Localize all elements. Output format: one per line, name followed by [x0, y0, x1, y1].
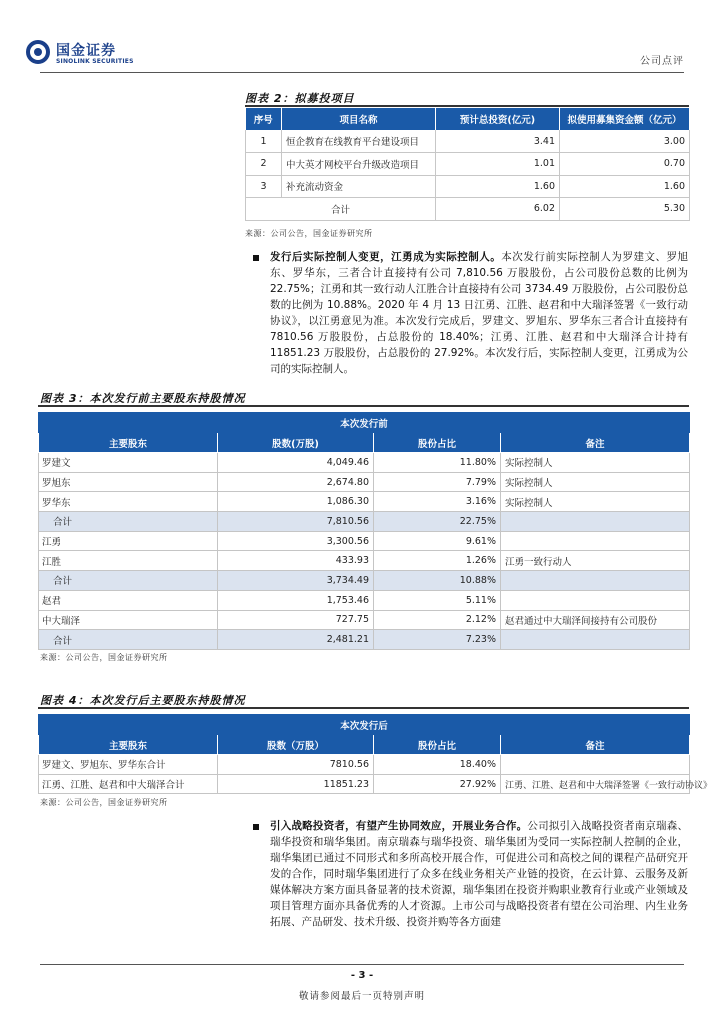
shareholder-name: 江勇 [39, 531, 218, 551]
col-header: 项目名称 [282, 108, 436, 130]
brand-name-cn: 国金证券 [56, 43, 116, 59]
share-percent: 2.12% [374, 610, 501, 630]
remark: 实际控制人 [501, 472, 690, 492]
col-header: 主要股东 [39, 735, 218, 755]
share-percent: 7.79% [374, 472, 501, 492]
table-subtotal-row [39, 512, 690, 532]
share-percent: 22.75% [374, 512, 501, 532]
shareholder-name: 罗建文、罗旭东、罗华东合计 [39, 755, 218, 775]
remark [501, 512, 690, 532]
project-name: 补充流动资金 [282, 175, 436, 198]
page-number: - 3 - [350, 970, 374, 981]
table-row [39, 531, 690, 551]
figure-2-title-rule [245, 105, 689, 107]
remark: 江勇一致行动人 [501, 551, 690, 571]
total-label: 合计 [246, 198, 436, 221]
shareholder-name: 罗旭东 [39, 472, 218, 492]
share-count: 1,753.46 [218, 590, 374, 610]
share-count: 3,300.56 [218, 531, 374, 551]
remark: 赵君通过中大瑞泽间接持有公司股份 [501, 610, 690, 630]
share-count: 4,049.46 [218, 453, 374, 473]
col-header: 序号 [246, 108, 282, 130]
paragraph-heading: 引入战略投资者，有望产生协同效应，开展业务合作。 [270, 820, 528, 832]
shareholder-name: 江胜 [39, 551, 218, 571]
table-row [246, 175, 690, 198]
share-percent: 7.23% [374, 630, 501, 650]
col-header: 预计总投资(亿元) [436, 108, 560, 130]
paragraph-strategic-investors [270, 818, 688, 930]
figure-2-table [245, 108, 690, 221]
share-count: 2,674.80 [218, 472, 374, 492]
page-header [0, 0, 724, 80]
table-subtotal-row [39, 571, 690, 591]
table-row [39, 755, 690, 775]
share-percent: 10.88% [374, 571, 501, 591]
shareholder-name: 赵君 [39, 590, 218, 610]
raised-funds: 3.00 [560, 130, 690, 153]
share-count: 727.75 [218, 610, 374, 630]
col-header: 备注 [501, 735, 690, 755]
share-count: 2,481.21 [218, 630, 374, 650]
figure-2-source: 来源：公司公告，国金证券研究所 [245, 229, 373, 238]
table-subtotal-row [39, 630, 690, 650]
col-header: 主要股东 [39, 433, 218, 453]
remark [501, 571, 690, 591]
project-name: 恒企教育在线教育平台建设项目 [282, 130, 436, 153]
header-divider [40, 72, 684, 73]
shareholder-name: 中大瑞泽 [39, 610, 218, 630]
col-header: 股份占比 [374, 735, 501, 755]
brand-name-en: SINOLINK SECURITIES [56, 58, 134, 65]
figure-3-body [39, 453, 690, 650]
figure-3-source: 来源：公司公告，国金证券研究所 [40, 653, 168, 662]
remark: 江勇、江胜、赵君和中大瑞泽签署《一致行动协议》 [501, 774, 690, 794]
paragraph-body: 公司拟引入战略投资者南京瑞森、瑞华投资和瑞华集团。南京瑞森与瑞华投资、瑞华集团为受同一实际控制人控制的企业，瑞华集团已通过不同形式和多所高校开展合作，可促进公司和高校之间的课程产品研究开发的合作，同时瑞华集团进行了众多在线业务相关产业链的投资，在云计算、云服务及新媒体解决方案方面具备显著的技术资源，瑞华集团在投资并购职业教育行业或产业领域及项目管理方面亦具备优秀的人才资源。上市公司与战略投资者有望在公司治理、内生业务拓展、产品研发、技术升级、投资并购等各方面建 [270, 820, 689, 928]
group-header: 本次发行前 [39, 413, 690, 433]
shareholder-name: 罗建文 [39, 453, 218, 473]
brand-logo [26, 40, 136, 70]
group-header: 本次发行后 [39, 715, 690, 735]
table-row [39, 453, 690, 473]
shareholder-name: 合计 [39, 630, 218, 650]
table-row [246, 153, 690, 176]
raised-funds: 1.60 [560, 175, 690, 198]
table-header-row [246, 108, 690, 130]
share-percent: 27.92% [374, 774, 501, 794]
figure-2-title: 图表 2：拟募投项目 [245, 92, 355, 105]
remark [501, 630, 690, 650]
shareholder-name: 江勇、江胜、赵君和中大瑞泽合计 [39, 774, 218, 794]
share-percent: 9.61% [374, 531, 501, 551]
figure-4-table [38, 714, 713, 794]
table-header-row [39, 735, 690, 755]
share-percent: 1.26% [374, 551, 501, 571]
figure-3-table [38, 412, 690, 650]
paragraph-body: 本次发行前实际控制人为罗建文、罗旭东、罗华东，三者合计直接持有公司 7,810.56 万股股份，占公司股份总数的比例为 22.75%；江勇和其一致行动人江胜合计直接持有公司 3734.49 万股股份，占公司股份总数的比例为 10.88%。2020 年 4 月 13 日江勇、江胜、赵君和中大瑞泽签署《一致行动协议》，以江勇意见为准。本次发行完成后，罗建文、罗旭东、罗华东三者合计直接持有 7810.56 万股股份，占总股份的 18.40%；江勇、江胜、赵君和中大瑞泽合计持有 11851.23 万股股份，占总股份的 27.92%。本次发行后，实际控制人变更，江勇成为公司的实际控制人。 [270, 251, 689, 375]
figure-3-title: 图表 3：本次发行前主要股东持股情况 [40, 392, 246, 405]
share-count: 7,810.56 [218, 512, 374, 532]
share-count: 433.93 [218, 551, 374, 571]
share-percent: 11.80% [374, 453, 501, 473]
table-row [39, 472, 690, 492]
shareholder-name: 合计 [39, 512, 218, 532]
share-percent: 18.40% [374, 755, 501, 775]
bullet-icon [253, 255, 259, 261]
bullet-icon [253, 824, 259, 830]
table-row [39, 774, 690, 794]
paragraph-control-change [270, 249, 688, 377]
project-name: 中大英才网校平台升级改造项目 [282, 153, 436, 176]
table-row [39, 492, 690, 512]
figure-4-source: 来源：公司公告，国金证券研究所 [40, 798, 168, 807]
remark [501, 531, 690, 551]
total-investment: 1.01 [436, 153, 560, 176]
row-number: 1 [246, 130, 282, 153]
share-count: 1,086.30 [218, 492, 374, 512]
share-percent: 5.11% [374, 590, 501, 610]
table-header-row [39, 433, 690, 453]
table-row [39, 590, 690, 610]
table-row [246, 130, 690, 153]
table-total-row [246, 198, 690, 221]
row-number: 2 [246, 153, 282, 176]
row-number: 3 [246, 175, 282, 198]
share-count: 3,734.49 [218, 571, 374, 591]
table-group-header [39, 413, 690, 433]
table-row [39, 610, 690, 630]
table-group-header [39, 715, 690, 735]
col-header: 拟使用募集资金额（亿元） [560, 108, 690, 130]
figure-4-title-rule [38, 707, 689, 709]
share-percent: 3.16% [374, 492, 501, 512]
share-count: 11851.23 [218, 774, 374, 794]
footer-divider [40, 964, 684, 965]
figure-3-title-rule [38, 405, 689, 407]
col-header: 股数（万股） [218, 735, 374, 755]
col-header: 股份占比 [374, 433, 501, 453]
shareholder-name: 合计 [39, 571, 218, 591]
document-type: 公司点评 [640, 56, 684, 67]
remark: 实际控制人 [501, 453, 690, 473]
remark: 实际控制人 [501, 492, 690, 512]
table-row [39, 551, 690, 571]
remark [501, 755, 690, 775]
col-header: 备注 [501, 433, 690, 453]
total-investment-sum: 6.02 [436, 198, 560, 221]
brand-logo-icon [26, 40, 50, 64]
total-investment: 1.60 [436, 175, 560, 198]
remark [501, 590, 690, 610]
share-count: 7810.56 [218, 755, 374, 775]
col-header: 股数(万股) [218, 433, 374, 453]
figure-4-title: 图表 4：本次发行后主要股东持股情况 [40, 694, 246, 707]
total-investment: 3.41 [436, 130, 560, 153]
raised-funds-sum: 5.30 [560, 198, 690, 221]
paragraph-heading: 发行后实际控制人变更，江勇成为实际控制人。 [270, 251, 502, 263]
raised-funds: 0.70 [560, 153, 690, 176]
shareholder-name: 罗华东 [39, 492, 218, 512]
footer-disclaimer: 敬请参阅最后一页特别声明 [298, 991, 425, 1002]
